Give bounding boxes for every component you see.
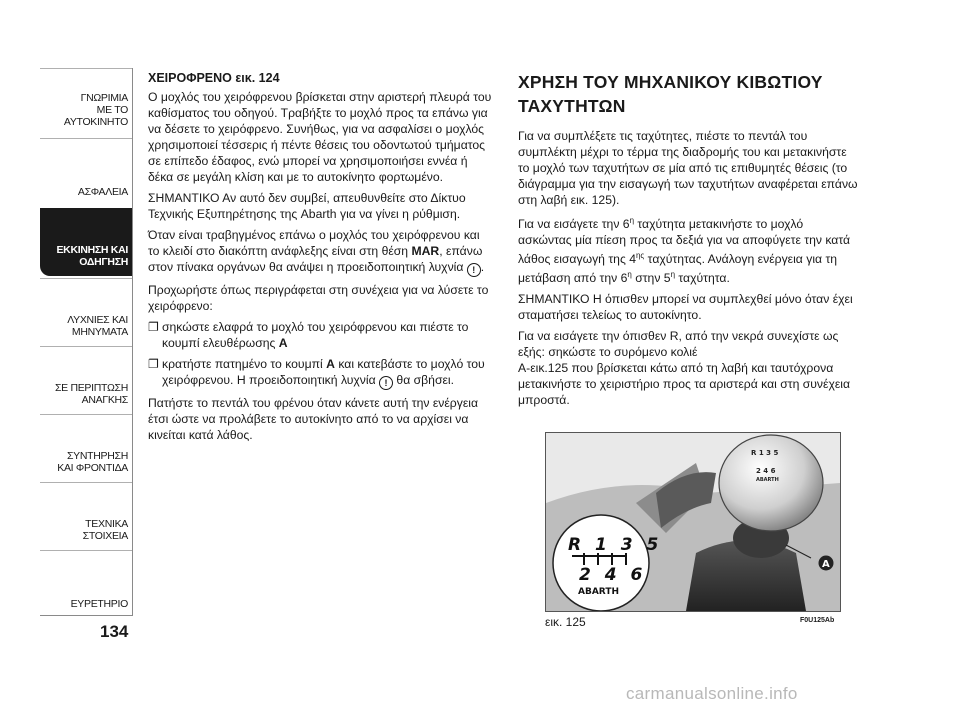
mar-label: MAR (411, 244, 440, 258)
step-1-text (162, 319, 493, 351)
step-2-body-c: θα σβήσει. (393, 373, 455, 387)
sidebar-bottom-divider (40, 615, 133, 616)
warning-light-icon: ! (467, 263, 481, 277)
p2-a: Για να εισάγετε την 6 (518, 217, 630, 232)
knob-brand: ABARTH (756, 477, 779, 483)
p2-sup1: η (629, 216, 635, 225)
p2-sup3: η (627, 270, 632, 280)
figure-code: F0U125Ab (800, 617, 835, 624)
tab-index[interactable]: ΕΥΡΕΤΗΡΙΟ (40, 550, 133, 618)
figure-caption: εικ. 125 (545, 615, 586, 629)
knob-pattern-bottom: 2 4 6 (756, 467, 776, 475)
step-2-text (162, 356, 493, 390)
step-2-body-a: κρατήστε πατημένο το κουμπί (162, 357, 327, 371)
tab-knowing-the-car[interactable]: ΓΝΩΡΙΜΙΑ ΜΕ ΤΟ ΑΥΤΟΚΙΝΗΤΟ (40, 68, 133, 136)
handbrake-paragraph-3: Όταν είναι τραβηγμένος επάνω ο μοχλός του χειρόφρενου και το κλειδί στο διακόπτη ανάφλεξης είναι στη θέση MAR, επάνω στον πίνακα οργάνων θα ανάψει η προειδοποιητική λυχνία ! . (148, 228, 485, 275)
gearbox-heading: ΧΡΗΣΗ ΤΟΥ ΜΗΧΑΝΙΚΟΥ ΚΙΒΩΤΙΟΥ ΤΑΧΥΤΗΤΩΝ (518, 72, 823, 116)
gear-knob-illustration (546, 433, 840, 611)
watermark: carmanualsonline.info (626, 684, 798, 703)
shift-pattern-top: R 1 3 5 (568, 535, 663, 555)
gearbox-paragraph-4: Για να εισάγετε την όπισθεν R, από την νεκρά συνεχίστε ως εξής: σηκώστε το συρόμενο κολιέ A-εικ.125 που βρίσκεται κάτω από τη λαβή και ταυτόχρονα μετακινήστε το χειριστήριο προς τα αριστερά και στη συνέχεια μπροστά. (518, 329, 851, 408)
p2-c: ταχύτητας. Ανάλογη ενέργεια για τη μετάβαση από την 6 (518, 252, 838, 286)
p2-sup4: η (670, 270, 676, 280)
gearbox-paragraph-3: ΣΗΜΑΝΤΙΚΟ Η όπισθεν μπορεί να συμπλεχθεί μόνο όταν έχει σταματήσει τελείως το αυτοκίνητο. (518, 292, 853, 323)
handbrake-heading: ΧΕΙΡΟΦΡΕΝΟ εικ. 124 (148, 71, 280, 85)
handbrake-paragraph-2: ΣΗΜΑΝΤΙΚΟ Αν αυτό δεν συμβεί, απευθυνθείτε στο Δίκτυο Τεχνικής Εξυπηρέτησης της Abarth για να γίνει η ρύθμιση. (148, 191, 466, 221)
tab-safety[interactable]: ΑΣΦΑΛΕΙΑ (40, 138, 133, 206)
checkbox-bullet-icon: ❐ (148, 320, 159, 334)
p2-e: ταχύτητα. (675, 271, 730, 286)
left-column (148, 70, 493, 448)
release-step-2 (148, 356, 493, 390)
step-2-body-b: και κατεβάστε το μοχλό του χειρόφρενου. Η προειδοποιητική λυχνία (162, 357, 485, 387)
shift-pattern-bottom: 2 4 6 (579, 565, 647, 585)
p2-d: στην 5 (631, 271, 671, 286)
marker-a-label: A (822, 559, 830, 570)
sidebar-divider (132, 68, 133, 616)
tab-maintenance[interactable]: ΣΥΝΤΗΡΗΣΗ ΚΑΙ ΦΡΟΝΤΙΔΑ (40, 414, 133, 482)
gearbox-paragraph-2 (518, 213, 858, 286)
page-number: 134 (100, 622, 129, 641)
p2-b: ταχύτητα μετακινήστε το μοχλό ασκώντας μία πίεση προς τα δεξιά για να αποφύγετε την κατά λάθος εισαγωγή της 4 (518, 217, 851, 267)
handbrake-paragraph-5: Πατήστε το πεντάλ του φρένου όταν κάνετε αυτή την ενέργεια έτσι ώστε να προλάβετε το αυτοκίνητο από το να αρχίσει να κινείται κατά λάθος. (148, 396, 479, 442)
warning-light-icon: ! (379, 376, 393, 390)
p3-text-b: , επάνω στον πίνακα οργάνων θα ανάψει η προειδοποιητική λυχνία (148, 244, 483, 274)
right-column (518, 70, 858, 413)
button-a-label: A (326, 357, 335, 371)
release-step-1 (148, 319, 493, 351)
knob-pattern-top: R 1 3 5 (751, 449, 779, 457)
step-1-body: σηκώστε ελαφρά το μοχλό του χειρόφρενου και πιέστε το κουμπί ελευθέρωσης (162, 320, 469, 350)
tab-emergency[interactable]: ΣΕ ΠΕΡΙΠΤΩΣΗ ΑΝΑΓΚΗΣ (40, 346, 133, 414)
p3-text-a: Όταν είναι τραβηγμένος επάνω ο μοχλός του χειρόφρενου και το κλειδί στο διακόπτη ανάφλεξης είναι στη θέση (148, 228, 480, 258)
gear-knob-figure (545, 432, 841, 612)
gearbox-paragraph-1: Για να συμπλέξετε τις ταχύτητες, πιέστε το πεντάλ του συμπλέκτη μέχρι το τέρμα της διαδρομής του και μετακινήστε το μοχλό των ταχυτήτων σε μία από τις επιθυμητές θέσεις (το διάγραμμα για την εισαγωγή των ταχυτήτων αναφέρεται επάνω στη λαβή εικ. 125). (518, 129, 858, 207)
checkbox-bullet-icon: ❐ (148, 357, 159, 371)
tab-warning-lights[interactable]: ΛΥΧΝΙΕΣ ΚΑΙ ΜΗΝΥΜΑΤΑ (40, 278, 133, 346)
button-a-label: A (278, 336, 288, 350)
tab-starting-driving[interactable]: ΕΚΚΙΝΗΣΗ ΚΑΙ ΟΔΗΓΗΣΗ (40, 208, 133, 276)
shift-pattern-brand: ABARTH (578, 587, 619, 597)
tab-technical-data[interactable]: ΤΕΧΝΙΚΑ ΣΤΟΙΧΕΙΑ (40, 482, 133, 550)
handbrake-paragraph-1: Ο μοχλός του χειρόφρενου βρίσκεται στην αριστερή πλευρά του καθίσματος του οδηγού. Τραβήξτε το μοχλό προς τα επάνω για να δέσετε το χειρόφρενο. Συνήθως, για να ασφαλίσει ο μοχλός χρησιμοποιεί τέσσερις ή πέντε θέσεις του οδοντωτού τμήματος σε επίπεδο έδαφος, ενώ μπορεί να χρησιμοποιήσει εννέα ή δέκα σε μεγάλη κλίση και με το αυτοκίνητο φορτωμένο. (148, 90, 492, 184)
p2-sup2: ης (635, 251, 645, 261)
handbrake-paragraph-4: Προχωρήστε όπως περιγράφεται στη συνέχεια για να λύσετε το χειρόφρενο: (148, 283, 489, 313)
